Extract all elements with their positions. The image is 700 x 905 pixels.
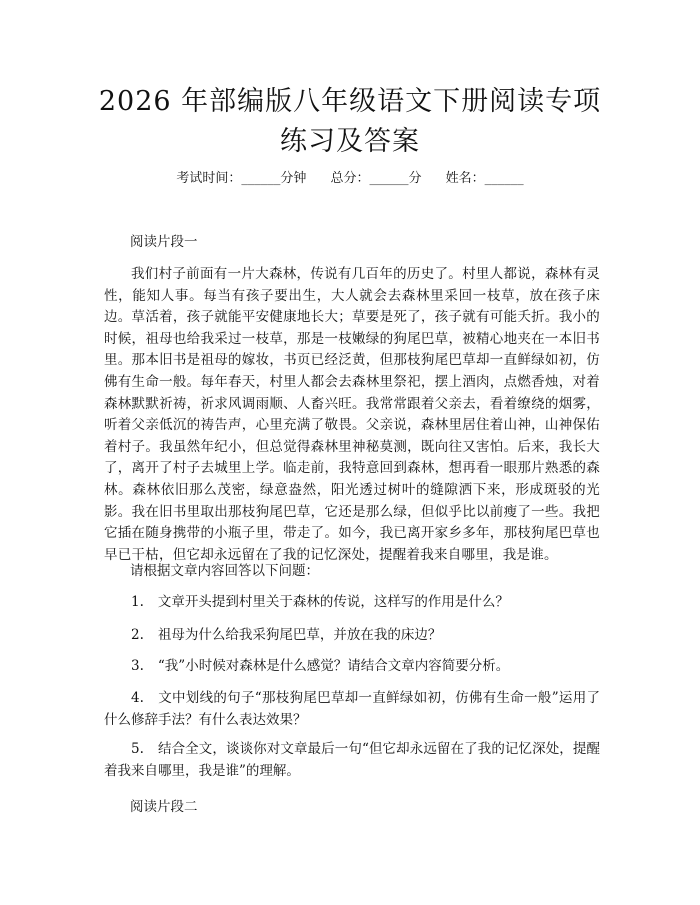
question-4: [104, 687, 600, 731]
question-number: 1.: [131, 594, 144, 610]
document-title: 2026 年部编版八年级语文下册阅读专项练习及答案: [98, 86, 602, 157]
section2-heading: 阅读片段二: [130, 799, 198, 815]
exam-time-field: 考试时间：______分钟: [176, 171, 307, 186]
question-1: [104, 591, 600, 613]
question-2: [104, 624, 600, 646]
question-number: 3.: [131, 658, 144, 674]
name-field: 姓名：______: [445, 171, 524, 186]
question-3: [104, 655, 600, 677]
passage1-paragraph: 我们村子前面有一片大森林，传说有几百年的历史了。村里人都说，森林有灵性，能知人事。每当有孩子要出生，大人就会去森林里采回一枝草，放在孩子床边。草活着，孩子就能平安健康地长大；草要是死了，孩子就有可能夭折。我小的时候，祖母也给我采过一枝草，那是一枝嫩绿的狗尾巴草，被精心地夹在一本旧书里。那本旧书是祖母的嫁妆，书页已经泛黄，但那枝狗尾巴草却一直鲜绿如初，仿佛有生命一般。每年春天，村里人都会去森林里祭祀，摆上酒肉，点燃香烛，对着森林默默祈祷，祈求风调雨顺、人畜兴旺。我常常跟着父亲去，看着缭绕的烟雾，听着父亲低沉的祷告声，心里充满了敬畏。父亲说，森林里居住着山神，山神保佑着村子。我虽然年纪小，但总觉得森林里神秘莫测，既向往又害怕。后来，我长大了，离开了村子去城里上学。临走前，我特意回到森林，想再看一眼那片熟悉的森林。森林依旧那么茂密，绿意盎然，阳光透过树叶的缝隙洒下来，形成斑驳的光影。我在旧书里取出那枝狗尾巴草，它还是那么绿，但似乎比以前瘦了一些。我把它插在随身携带的小瓶子里，带走了。如今，我已离开家乡多年，那枝狗尾巴草也早已干枯，但它却永远留在了我的记忆深处，提醒着我来自哪里，我是谁。: [104, 266, 600, 563]
question-number: 4.: [131, 690, 144, 706]
total-score-field: 总分：______分: [330, 171, 422, 186]
questions-prompt: 请根据文章内容回答以下问题：: [130, 563, 319, 579]
question-number: 2.: [131, 627, 144, 643]
question-text: “我”小时候对森林是什么感觉？请结合文章内容简要分析。: [157, 658, 510, 674]
question-text: 文章开头提到村里关于森林的传说，这样写的作用是什么？: [157, 594, 509, 610]
section1-heading: 阅读片段一: [130, 234, 198, 250]
question-5: [104, 738, 600, 782]
question-text: 祖母为什么给我采狗尾巴草，并放在我的床边？: [157, 627, 442, 643]
question-text: 结合全文，谈谈你对文章最后一句“但它却永远留在了我的记忆深处，提醒着我来自哪里，我是谁”的理解。: [104, 741, 600, 779]
question-number: 5.: [131, 741, 144, 757]
exam-meta-line: [0, 170, 700, 188]
question-text: 文中划线的句子“那枝狗尾巴草却一直鲜绿如初，仿佛有生命一般”运用了什么修辞手法？有什么表达效果？: [104, 690, 600, 728]
